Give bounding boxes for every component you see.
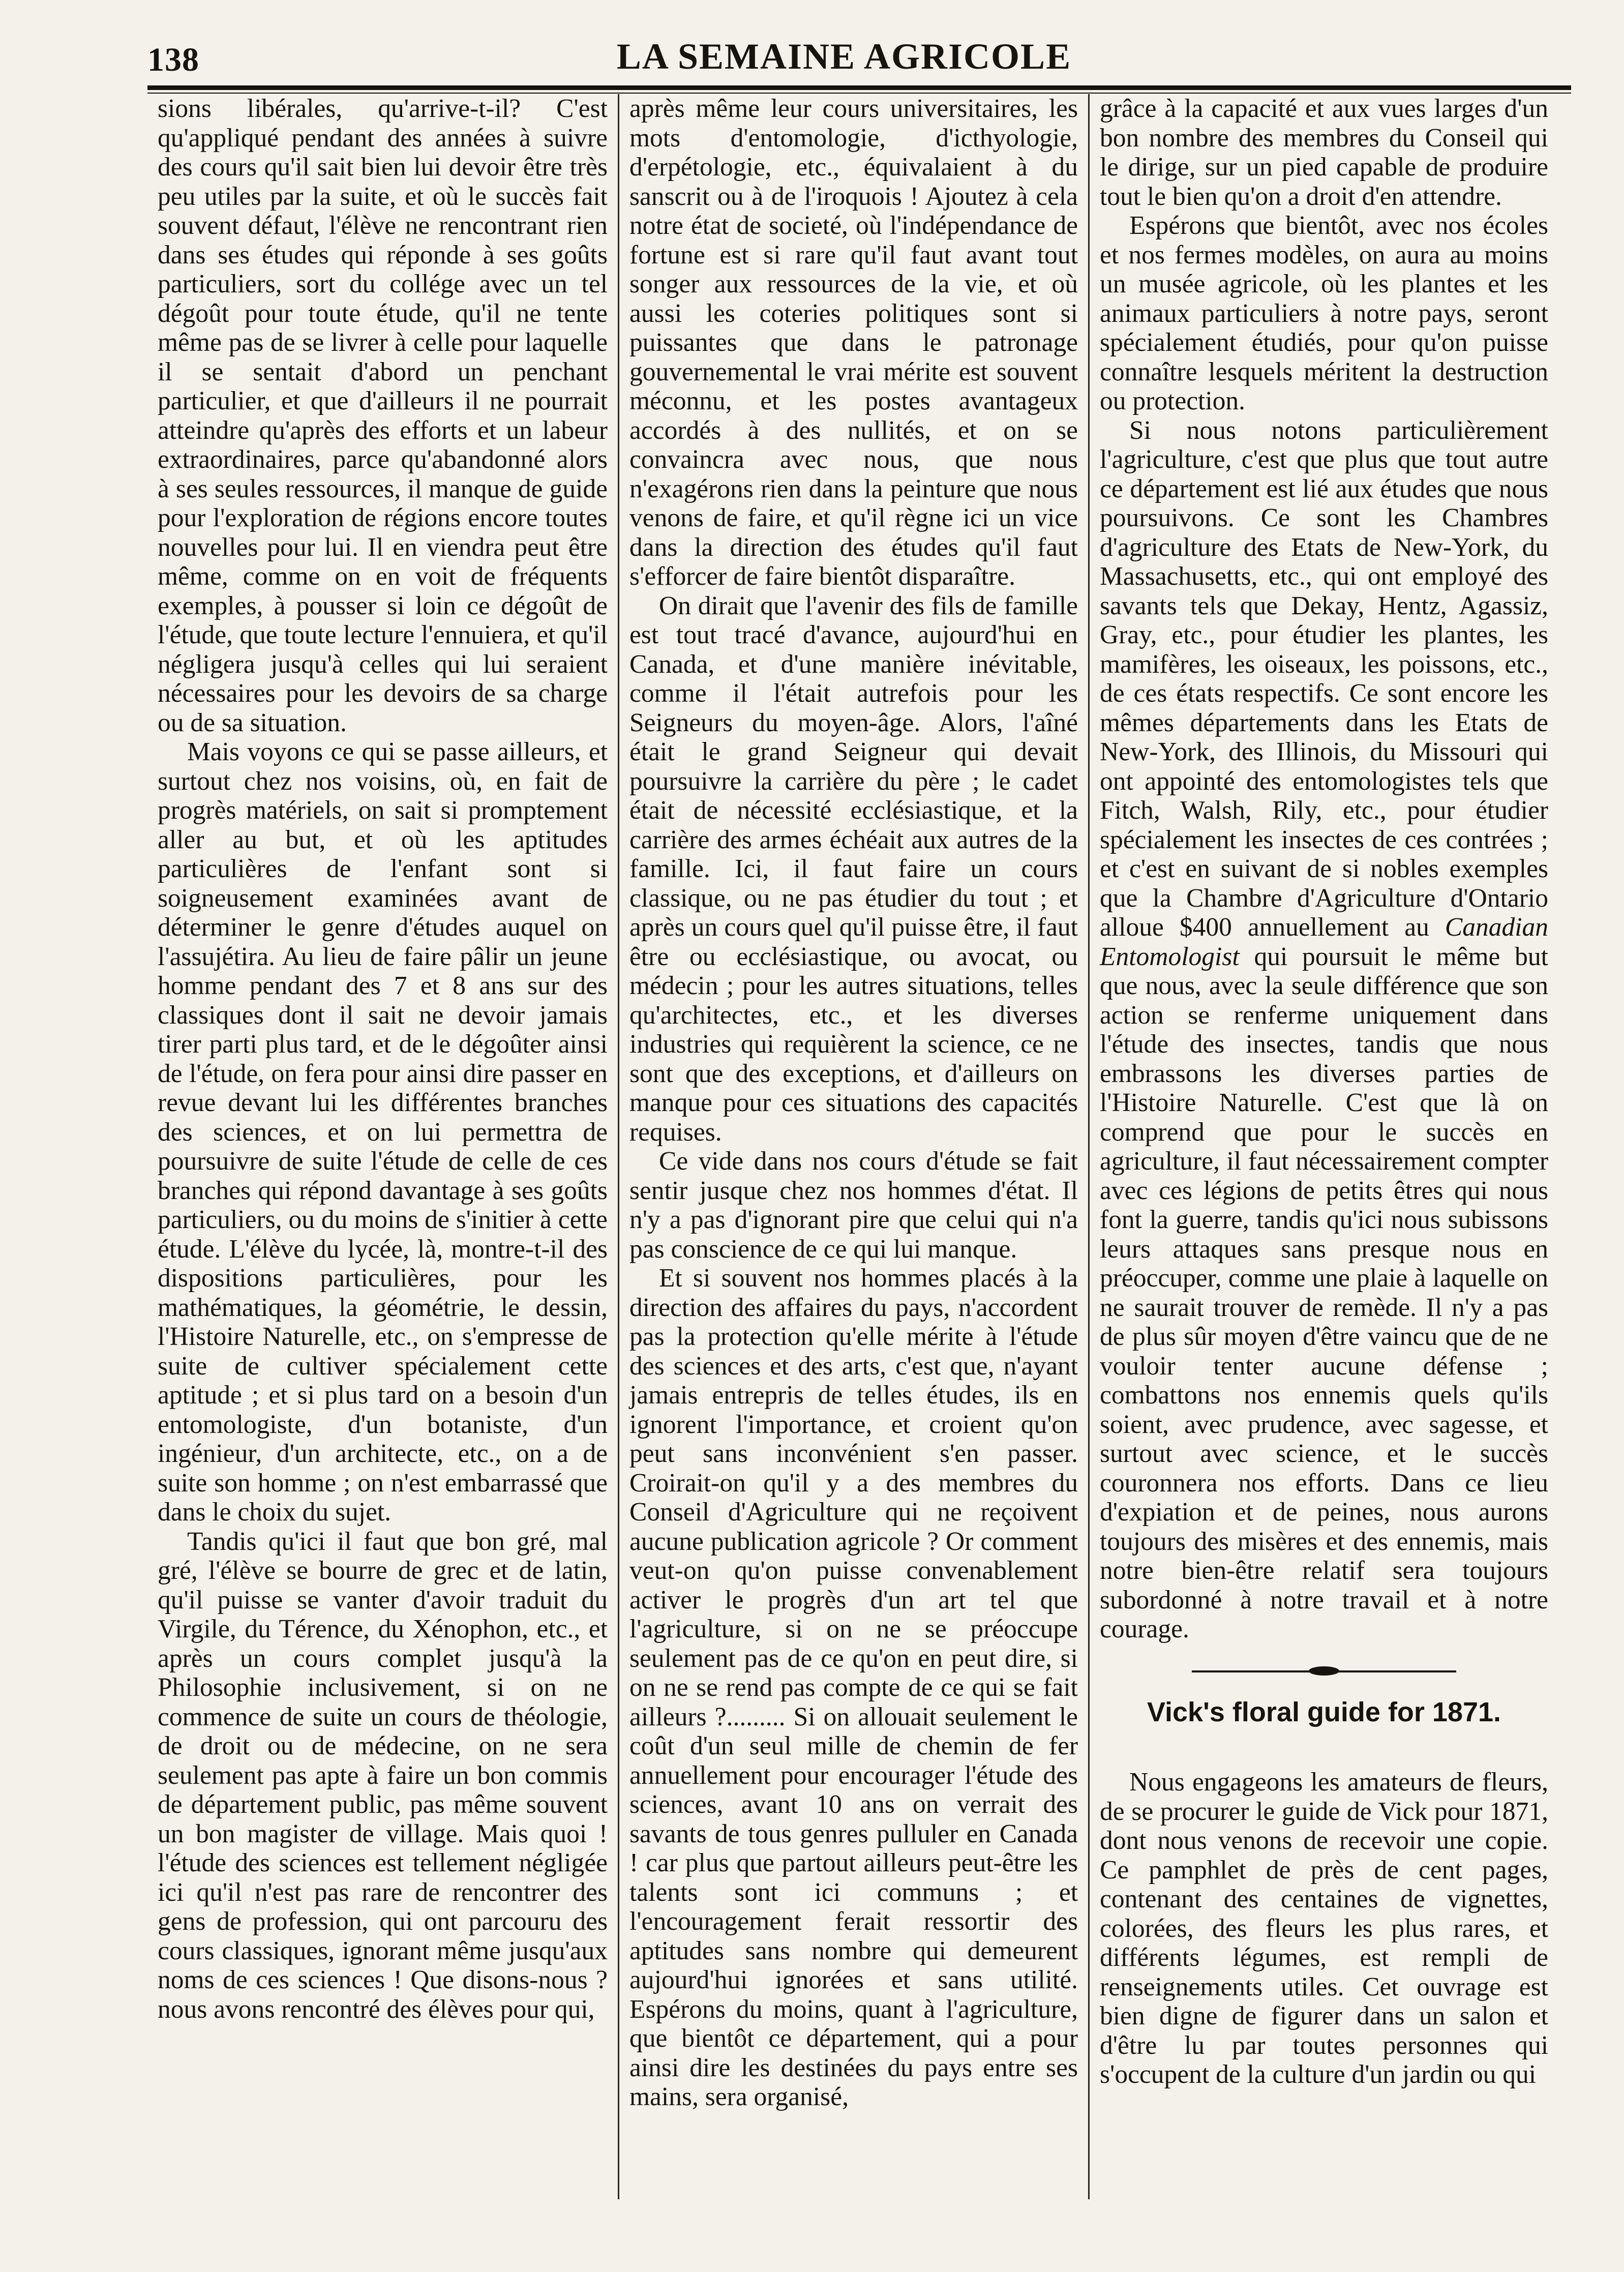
section-title: Vick's floral guide for 1871.	[1147, 1696, 1501, 1727]
paragraph	[1100, 416, 1548, 1644]
column-1	[147, 94, 618, 2199]
paragraph: Et si souvent nos hommes placés à la direction des affaires du pays, n'accordent pas la protection qu'elle mérite à l'étude des sciences et des arts, c'est que, n'ayant jamais entrepris de telles études, ils en ignorent l'importance, et croient qu'on peut sans inconvénient s'en passer. Croirait-on qu'il y a des membres du Conseil d'Agriculture qui ne reçoivent aucune publication agricole ? Or comment veut-on qu'on puisse convenablement activer le progrès d'un art tel que l'agriculture, si on ne se préoccupe seulement pas de ce qu'on en peut dire, si on ne se rend pas compte de ce qui se fait ailleurs ?......... Si on allouait seulement le coût d'un seul mille de chemin de fer annuellement pour encourager l'étude des sciences, avant 10 ans on verrait des savants de tous genres pulluler en Canada ! car plus que partout ailleurs peut-être les talents sont ici communs ; et l'encouragement ferait ressortir des aptitudes sans nombre qui demeurent aujourd'hui ignorées et sans utilité. Espérons du moins, quant à l'agriculture, que bientôt ce département, qui a pour ainsi dire les destinées du pays entre ses mains, sera organisé,	[629, 1264, 1078, 2111]
journal-title: LA SEMAINE AGRICOLE	[616, 36, 1072, 77]
section-divider	[1192, 1664, 1456, 1678]
paragraph: On dirait que l'avenir des fils de famille est tout tracé d'avance, aujourd'hui en Canada, et d'une manière inévitable, comme il l'était autrefois pour les Seigneurs du moyen-âge. Alors, l'aîné était le grand Seigneur qui devait poursuivre la carrière du père ; le cadet était de nécessité ecclésiastique, et la carrière des armes échéait aux autres de la famille. Ici, il faut faire un cours classique, ou ne pas étudier du tout ; et après un cours quel qu'il puisse être, il faut être ou ecclésiastique, ou avocat, ou médecin ; pour les autres situations, telles qu'architectes, etc., et les diverses industries qui requièrent la science, ce ne sont que des exceptions, et d'ailleurs on manque pour ces situations des capacités requises.	[629, 591, 1078, 1147]
paragraph: Ce vide dans nos cours d'étude se fait sentir jusque chez nos hommes d'état. Il n'y a pas d'ignorant pire que celui qui n'a pas conscience de ce qui lui manque.	[629, 1147, 1078, 1264]
paragraph: Espérons que bientôt, avec nos écoles et nos fermes modèles, on aura au moins un musée agricole, où les plantes et les animaux particuliers à notre pays, seront spécialement étudiés, pour qu'on puisse connaître lesquels méritent la destruction ou protection.	[1100, 211, 1548, 415]
header-rule	[147, 85, 1571, 90]
page-number: 138	[147, 41, 199, 78]
paragraph-text: Si nous notons particulièrement l'agriculture, c'est que plus que tout autre ce département est lié aux études que nous poursuivons. Ce sont les Chambres d'agriculture des Etats de New-York, du Massachusetts, etc., qui ont employé des savants tels que Dekay, Hentz, Agassiz, Gray, etc., pour étudier les plantes, les mamifères, les oiseaux, les poissons, etc., de ces états respectifs. Ce sont encore les mêmes départements dans les Etats de New-York, des Illinois, du Missouri qui ont appointé des entomologistes tels que Fitch, Walsh, Rily, etc., pour étudier spécialement les insectes de ces contrées ; et c'est en suivant de si nobles exemples que la Chambre d'Agriculture d'Ontario alloue $400 annuellement au	[1100, 415, 1548, 942]
page-header	[117, 31, 1571, 87]
paragraph: après même leur cours universitaires, les mots d'entomologie, d'icthyologie, d'erpétologie, etc., équivalaient à du sanscrit ou à de l'iroquois ! Ajoutez à cela notre état de societé, où l'indépendance de fortune est si rare qu'il faut avant tout songer aux ressources de la vie, et où aussi les coteries politiques sont si puissantes que dans le patronage gouvernemental le vrai mérite est souvent méconnu, et les postes avantageux accordés à des nullités, et on se convaincra avec nous, que nous n'exagérons rien dans la peinture que nous venons de faire, et qu'il règne ici un vice dans la direction des études qu'il faut s'efforcer de faire bientôt disparaître.	[629, 94, 1078, 591]
paragraph-text: qui poursuit le même but que nous, avec la seule différence que son action se renferme uniquement dans l'étude des insectes, tandis que nous embrassons les diverses parties de l'Histoire Naturelle. C'est que là on comprend que pour le succès en agriculture, il faut nécessairement compter avec ces légions de petits êtres qui nous font la guerre, tandis qu'ici nous subissons leurs attaques sans presque nous en préoccuper, comme une plaie à laquelle on ne saurait trouver de remède. Il n'y a pas de plus sûr moyen d'être vaincu que de ne vouloir tenter aucune défense ; combattons nos ennemis quels qu'ils soient, avec prudence, avec sagesse, et surtout avec science, et le succès couronnera nos efforts. Dans ce lieu d'expiation et de peines, nous aurons toujours des misères et des ennemis, mais notre bien-être relatif sera toujours subordonné à notre travail et à notre courage.	[1100, 942, 1548, 1643]
column-3	[1088, 94, 1558, 2199]
article-columns	[147, 94, 1584, 2199]
publication-name: Canadian Entomologist	[1100, 913, 1549, 971]
paragraph: Tandis qu'ici il faut que bon gré, mal gré, l'élève se bourre de grec et de latin, qu'il puisse se vanter d'avoir traduit du Virgile, du Térence, du Xénophon, etc., et après un cours complet jusqu'à la Philosophie inclusivement, si on ne commence de suite un cours de théologie, de droit ou de médecine, on ne sera seulement pas apte à faire un bon commis de département public, pas même souvent un bon magister de village. Mais quoi ! l'étude des sciences est tellement négligée ici qu'il n'est pas rare de rencontrer des gens de profession, qui ont parcouru des cours classiques, ignorant même jusqu'aux noms de ces sciences ! Que disons-nous ? nous avons rencontré des élèves pour qui,	[158, 1527, 608, 2024]
column-2	[618, 94, 1088, 2199]
paragraph: Nous engageons les amateurs de fleurs, de se procurer le guide de Vick pour 1871, dont nous venons de recevoir une copie. Ce pamphlet de près de cent pages, contenant des centaines de vignettes, colorées, des fleurs les plus rares, et différents légumes, est rempli de renseignements utiles. Cet ouvrage est bien digne de figurer dans un salon et d'être lu par toutes personnes qui s'occupent de la culture d'un jardin ou qui	[1100, 1768, 1548, 2089]
paragraph: sions libérales, qu'arrive-t-il? C'est qu'appliqué pendant des années à suivre des cours qu'il sait bien lui devoir être très peu utiles par la suite, et où le succès fait souvent défaut, l'élève ne rencontrant rien dans ses études qui réponde à ses goûts particuliers, sort du collége avec un tel dégoût pour toute étude, qu'il ne tente même pas de se livrer à celle pour laquelle il se sentait d'abord un penchant particulier, et que d'ailleurs il ne pourrait atteindre qu'après des efforts et un labeur extraordinaires, parce qu'abandonné alors à ses seules ressources, il manque de guide pour l'exploration de régions encore toutes nouvelles pour lui. Il en viendra peut être même, comme on en voit de fréquents exemples, à pousser si loin ce dégoût de l'étude, que toute lecture l'ennuiera, et qu'il négligera jusqu'à celles qui lui seraient nécessaires pour les devoirs de sa charge ou de sa situation.	[158, 94, 608, 737]
paragraph: grâce à la capacité et aux vues larges d'un bon nombre des membres du Conseil qui le dirige, sur un pied capable de produire tout le bien qu'on a droit d'en attendre.	[1100, 94, 1548, 211]
paragraph: Mais voyons ce qui se passe ailleurs, et surtout chez nos voisins, où, en fait de progrès matériels, on sait si promptement aller au but, et où les aptitudes particulières de l'enfant sont si soigneusement examinées avant de déterminer le genre d'études auquel on l'assujétira. Au lieu de faire pâlir un jeune homme pendant des 7 et 8 ans sur des classiques dont il sait ne devoir jamais tirer parti plus tard, et de le dégoûter ainsi de l'étude, on fera pour ainsi dire passer en revue devant lui les différentes branches des sciences, et on lui permettra de poursuivre de suite l'étude de celle de ces branches qui répond davantage à ses goûts particuliers, ou du moins de s'initier à cette étude. L'élève du lycée, là, montre-t-il des dispositions particulières, pour les mathématiques, la géométrie, le dessin, l'Histoire Naturelle, etc., on s'empresse de suite de cultiver spécialement cette aptitude ; et si plus tard on a besoin d'un entomologiste, d'un botaniste, d'un ingénieur, d'un architecte, etc., on a de suite son homme ; on n'est embarrassé que dans le choix du sujet.	[158, 737, 608, 1527]
